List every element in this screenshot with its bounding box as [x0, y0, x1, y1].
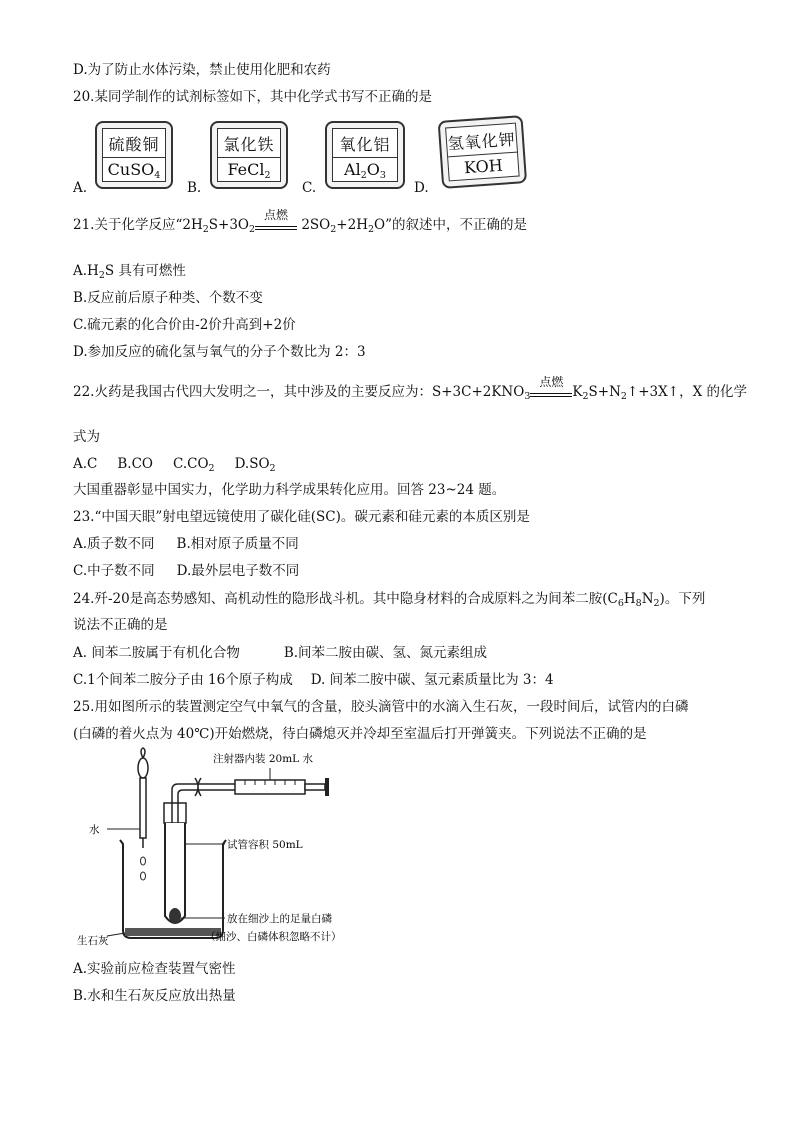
apparatus-diagram — [77, 748, 345, 953]
reagent-formula: CuSO$_4$ — [107, 160, 161, 181]
reagent-formula: KOH — [463, 155, 504, 178]
q25-stem-line2: (白磷的着火点为 40℃)开始燃烧，待白磷熄灭并冷却至室温后打开弹簧夹。下列说法不正确的是 — [73, 726, 647, 742]
q20-stem: 20.某同学制作的试剂标签如下，其中化学式书写不正确的是 — [73, 89, 432, 105]
q22-stem-line2: 式为 — [73, 429, 100, 445]
reagent-label — [210, 121, 288, 193]
syringe-label: 注射器内装 20mL 水 — [213, 753, 313, 765]
water-label: 水 — [89, 824, 100, 836]
reagent-formula: $Al_2O_3$ — [344, 160, 386, 181]
reagent-name: 氢氧化钾 — [446, 128, 517, 158]
stopper — [164, 803, 186, 823]
reaction-condition-arrow: 点燃 — [255, 218, 297, 234]
q19-option-d: D.为了防止水体污染，禁止使用化肥和农药 — [73, 62, 331, 78]
spring-clamp — [195, 778, 201, 796]
reagent-name: 氧化铝 — [333, 133, 397, 158]
reagent-label — [325, 121, 405, 193]
q23-options-ab: A.质子数不同 B.相对原子质量不同 — [73, 536, 299, 552]
q20-option-letter: C. — [302, 180, 317, 196]
q25-option-a: A.实验前应检查装置气密性 — [73, 961, 236, 977]
reaction-condition-arrow: 点燃 — [530, 385, 572, 401]
phosphorus-label: 放在细沙上的足量白磷 — [227, 913, 332, 925]
q21-option-a: $A.H_2S$ 具有可燃性 — [73, 263, 186, 281]
volume-note: （细沙、白磷体积忽略不计） — [205, 931, 342, 943]
q21-option-c: C.硫元素的化合价由-2价升高到+2价 — [73, 317, 296, 333]
q24-options-cd: C.1个间苯二胺分子由 16个原子构成 D. 间苯二胺中碳、氢元素质量比为 3：4 — [73, 672, 554, 688]
section-intro: 大国重器彰显中国实力，化学助力科学成果转化应用。回答 23~24 题。 — [73, 482, 506, 498]
q21-option-b: B.反应前后原子种类、个数不变 — [73, 290, 263, 306]
reagent-label — [438, 115, 528, 193]
q22-options: A.C B.CO $C.CO_2$ $D.SO_2$ — [73, 456, 276, 474]
q24-stem: 24.歼-20是高态势感知、高机动性的隐形战斗机。其中隐身材料的合成原料之为间苯二胺$(C_6H_8N_2)$。下列 — [73, 591, 706, 609]
q25-option-b: B.水和生石灰反应放出热量 — [73, 988, 236, 1004]
reagent-name: 硫酸铜 — [103, 133, 165, 158]
q21-option-d: D.参加反应的硫化氢与氧气的分子个数比为 2：3 — [73, 344, 366, 360]
dropper-bulb — [141, 748, 145, 758]
q25-stem: 25.用如图所示的装置测定空气中氧气的含量，胶头滴管中的水滴入生石灰，一段时间后，试管内的白磷 — [73, 699, 689, 715]
q21-stem: 21.关于化学反应“$2H_2S+3O_2$ 点燃 $2SO_2+2H_2O$”的叙述中，不正确的是 — [73, 207, 528, 235]
tube-volume-label: 试管容积 50mL — [227, 839, 303, 851]
reagent-name: 氯化铁 — [218, 133, 280, 158]
q23-options-cd: C.中子数不同 D.最外层电子数不同 — [73, 563, 300, 579]
q22-stem: 22.火药是我国古代四大发明之一，其中涉及的主要反应为：$S+3C+2KNO_3$ 点燃 $K_2S+N_2↑+3X↑$，X 的化学 — [73, 374, 747, 402]
q20-option-letter: D. — [414, 180, 429, 196]
quicklime-label: 生石灰 — [77, 935, 109, 947]
q23-stem: 23.“中国天眼”射电望远镜使用了碳化硅(SC)。碳元素和硅元素的本质区别是 — [73, 509, 530, 525]
reagent-formula: FeCl$_2$ — [227, 160, 271, 181]
q24-stem-line2: 说法不正确的是 — [73, 617, 168, 633]
q20-option-letter: B. — [187, 180, 202, 196]
white-phosphorus — [169, 908, 181, 924]
q24-options-ab: A. 间苯二胺属于有机化合物 B.间苯二胺由碳、氢、氮元素组成 — [73, 645, 488, 661]
reagent-label — [95, 121, 173, 193]
q20-option-letter: A. — [73, 180, 88, 196]
dropper-tube — [140, 778, 146, 838]
